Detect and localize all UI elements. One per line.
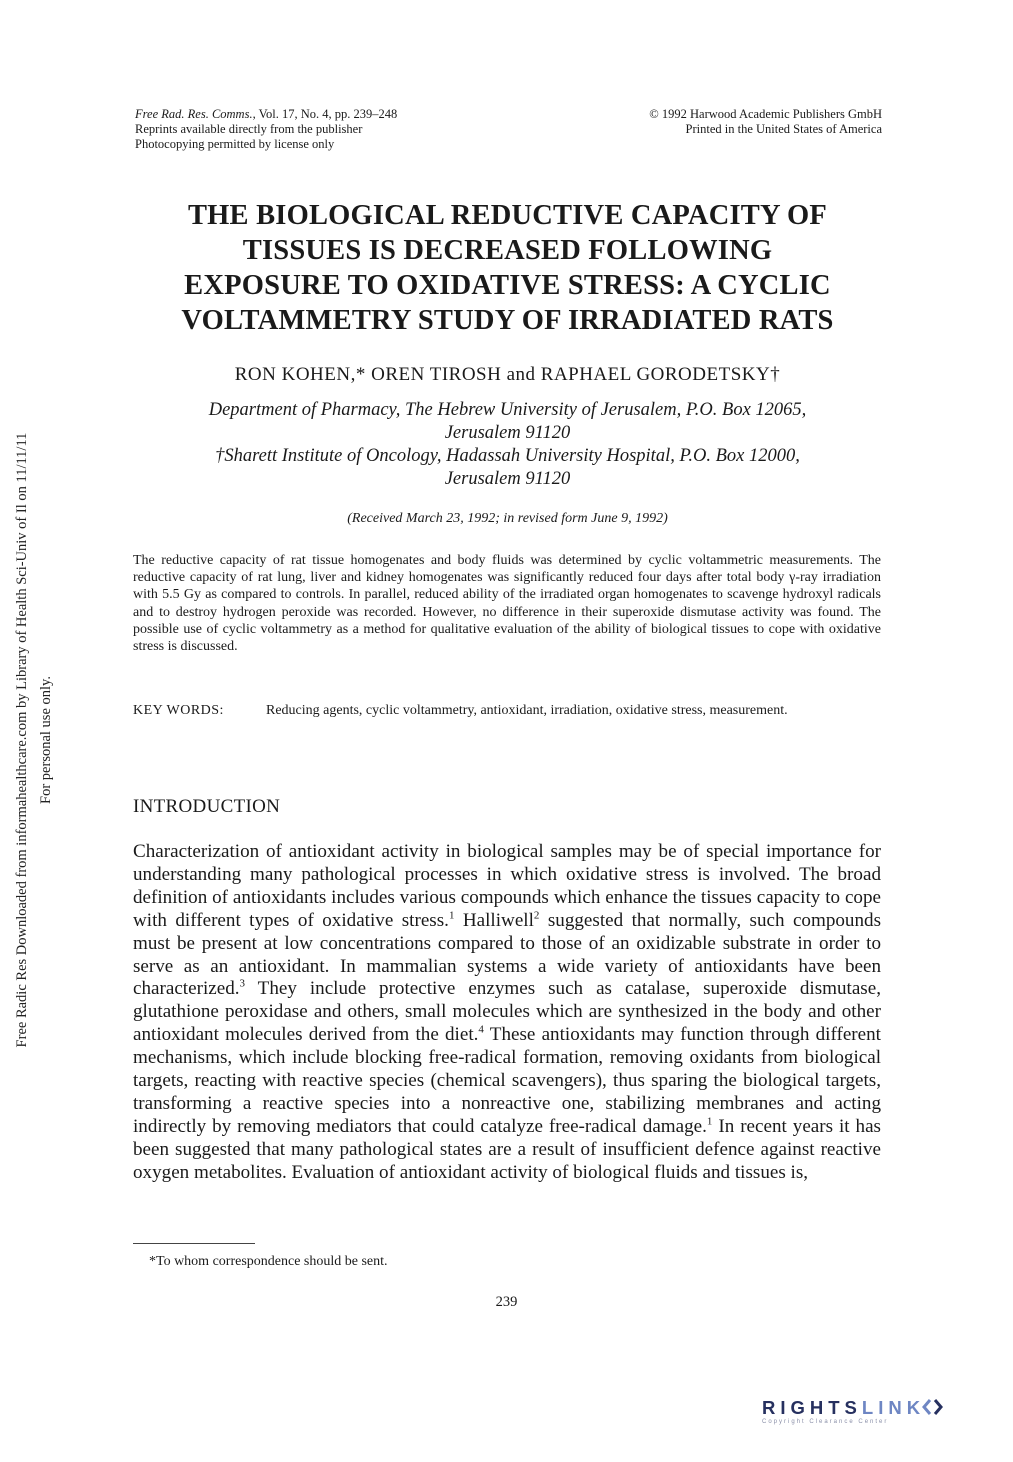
journal-citation: , Vol. 17, No. 4, pp. 239–248 bbox=[252, 107, 398, 121]
journal-name: Free Rad. Res. Comms. bbox=[135, 107, 253, 121]
text-run: In recent years it has been suggested that many pathological states are a result of insufficient defence against reactive oxygen metabolites. Evaluation of antioxidant activity of biological fluids and tissues is, bbox=[133, 1115, 881, 1183]
rightslink-logo[interactable] bbox=[762, 1398, 992, 1438]
text-run: These antioxidants may function through different mechanisms, which include blocking free-radical formation, removing oxidants from biological targets, reacting with reactive species (chemical scavengers), thus sparing the biological targets, transforming a reactive species into a nonreactive one, stabilizing membranes and acting indirectly by removing mediators that could catalyze free-radical damage. bbox=[133, 1024, 881, 1137]
text-run: Halliwell bbox=[454, 909, 534, 931]
download-watermark bbox=[10, 380, 58, 1100]
footnote-rule bbox=[133, 1243, 255, 1244]
received-dates: (Received March 23, 1992; in revised form June 9, 1992) bbox=[347, 511, 668, 526]
text-run: suggested that normally, such compounds must be present at low concentrations compared to those of an oxidizable substrate in order to serve as an antioxidant. In mammalian systems a wide variety of antioxidants have been characterized. bbox=[133, 909, 881, 1000]
text-run: Characterization of antioxidant activity in biological samples may be of special importance for understanding many pathological processes in which oxidative stress is involved. The broad definition of antioxidants includes various compounds which enhance the tissues capacity to cope with different types of oxidative stress. bbox=[133, 841, 881, 931]
rightslink-part1: RIGHTS bbox=[762, 1397, 862, 1418]
affiliation-line: Jerusalem 91120 bbox=[444, 423, 571, 443]
reference-mark: 3 bbox=[239, 978, 246, 991]
reference-mark: 4 bbox=[478, 1023, 484, 1036]
affiliation-line: †Sharett Institute of Oncology, Hadassah University Hospital, P.O. Box 12000, bbox=[215, 446, 800, 466]
title-line: EXPOSURE TO OXIDATIVE STRESS: A CYCLIC bbox=[184, 270, 831, 301]
reprints-note: Reprints available directly from the publisher bbox=[135, 122, 363, 136]
chevron-brackets-icon bbox=[922, 1398, 944, 1416]
reference-mark: 2 bbox=[533, 909, 540, 922]
watermark-line: For personal use only. bbox=[38, 676, 54, 804]
title-line: TISSUES IS DECREASED FOLLOWING bbox=[242, 235, 773, 266]
rightslink-tagline: Copyright Clearance Center bbox=[762, 1419, 889, 1425]
article-title bbox=[110, 198, 905, 338]
affiliation-line: Department of Pharmacy, The Hebrew University of Jerusalem, P.O. Box 12065, bbox=[208, 400, 807, 420]
introduction-paragraph bbox=[133, 841, 881, 1185]
keywords bbox=[133, 702, 881, 720]
printed-in-line: Printed in the United States of America bbox=[685, 122, 882, 136]
section-heading: INTRODUCTION bbox=[133, 796, 281, 817]
photocopying-note: Photocopying permitted by license only bbox=[135, 137, 335, 151]
running-header-right bbox=[462, 107, 882, 137]
author-list: RON KOHEN,* OREN TIROSH and RAPHAEL GORODETSKY† bbox=[234, 364, 781, 385]
title-line: THE BIOLOGICAL REDUCTIVE CAPACITY OF bbox=[187, 200, 828, 231]
copyright-line: © 1992 Harwood Academic Publishers GmbH bbox=[649, 107, 882, 121]
reference-mark: 1 bbox=[448, 909, 455, 922]
reference-mark: 1 bbox=[706, 1115, 713, 1128]
text-run: They include protective enzymes such as catalase, superoxide dismutase, glutathione peroxidase and others, small molecules which are synthesized in the body and other antioxidant molecules derived from the diet. bbox=[133, 978, 881, 1046]
affiliations bbox=[110, 399, 905, 491]
abstract: The reductive capacity of rat tissue homogenates and body fluids was determined by cyclic voltammetric measurements. The reductive capacity of rat lung, liver and kidney homogenates was significantly reduced four days after total body γ-ray irradiation with 5.5 Gy as compared to controls. In parallel, reduced ability of the irradiated organ homogenates to scavenge hydroxyl radicals and to destroy hydrogen peroxide was recorded. However, no difference in their superoxide dismutase activity was found. The possible use of cyclic voltammetry as a method for qualitative evaluation of the ability of biological tissues to cope with oxidative stress is discussed. bbox=[133, 553, 881, 655]
keywords-text: Reducing agents, cyclic voltammetry, antioxidant, irradiation, oxidative stress, measurement. bbox=[266, 703, 788, 718]
page-number: 239 bbox=[495, 1294, 518, 1310]
keywords-label: KEY WORDS: bbox=[133, 703, 224, 718]
watermark-line: Free Radic Res Downloaded from informahealthcare.com by Library of Health Sci-Univ of Il on 11/11/11 bbox=[14, 432, 30, 1048]
title-line: VOLTAMMETRY STUDY OF IRRADIATED RATS bbox=[181, 305, 834, 336]
rightslink-part2: LINK bbox=[861, 1397, 926, 1418]
footnote: *To whom correspondence should be sent. bbox=[149, 1254, 388, 1269]
affiliation-line: Jerusalem 91120 bbox=[444, 469, 571, 489]
